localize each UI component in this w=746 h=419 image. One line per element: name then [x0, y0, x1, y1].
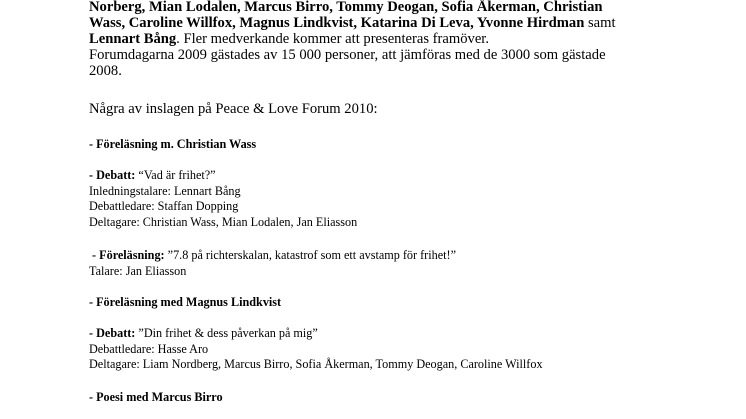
intro-line-1: [89, 0, 616, 15]
program-item-2: [89, 168, 357, 230]
intro-line-2: [89, 15, 616, 31]
intro-line-2-tail: samt: [584, 15, 616, 31]
intro-names-2: Wass, Caroline Willfox, Magnus Lindkvist, Katarina Di Leva, Yvonne Hirdman: [89, 15, 585, 31]
program-heading: [89, 101, 378, 117]
item-3-speaker: Talare: Jan Eliasson: [89, 263, 187, 278]
item-2-label: - Debatt:: [89, 168, 136, 182]
program-item-1: [89, 137, 256, 153]
intro-names-1: Norberg, Mian Lodalen, Marcus Birro, Tommy Deogan, Sofia Åkerman, Christian: [89, 0, 603, 15]
intro-line-5: 2008.: [89, 63, 122, 79]
item-4-title: - Föreläsning med Magnus Lindkvist: [89, 295, 282, 309]
program-heading-text: Några av inslagen på Peace & Love Forum 2010:: [89, 101, 378, 117]
intro-line-3-tail: . Fler medverkande kommer att presenteras framöver.: [176, 31, 490, 47]
item-1-title: - Föreläsning m. Christian Wass: [89, 137, 257, 151]
item-5-participants: Deltagare: Liam Nordberg, Marcus Birro, Sofia Åkerman, Tommy Deogan, Caroline Willfox: [89, 357, 543, 371]
intro-names-3: Lennart Bång: [89, 31, 177, 47]
program-item-6: [89, 390, 223, 406]
intro-paragraph: [89, 0, 616, 79]
item-5-label: - Debatt:: [89, 326, 136, 340]
item-5-moderator: Debattledare: Hasse Aro: [89, 341, 209, 356]
program-item-3: [89, 248, 456, 279]
item-2-topic: “Vad är frihet?”: [135, 168, 216, 182]
item-3-topic: ”7.8 på richterskalan, katastrof som ett avstamp för frihet!”: [164, 248, 456, 262]
item-2-moderator: Debattledare: Staffan Dopping: [89, 199, 239, 213]
item-6-title: - Poesi med Marcus Birro: [89, 390, 223, 404]
item-5-topic: ”Din frihet & dess påverkan på mig”: [135, 326, 318, 340]
program-item-5: [89, 326, 543, 373]
intro-line-4: Forumdagarna 2009 gästades av 15 000 personer, att jämföras med de 3000 som gästade: [89, 47, 606, 63]
intro-line-3: [89, 31, 616, 47]
item-2-participants: Deltagare: Christian Wass, Mian Lodalen, Jan Eliasson: [89, 214, 358, 229]
item-2-speaker: Inledningstalare: Lennart Bång: [89, 183, 241, 198]
program-item-4: [89, 295, 281, 311]
item-3-label: - Föreläsning:: [89, 248, 165, 262]
